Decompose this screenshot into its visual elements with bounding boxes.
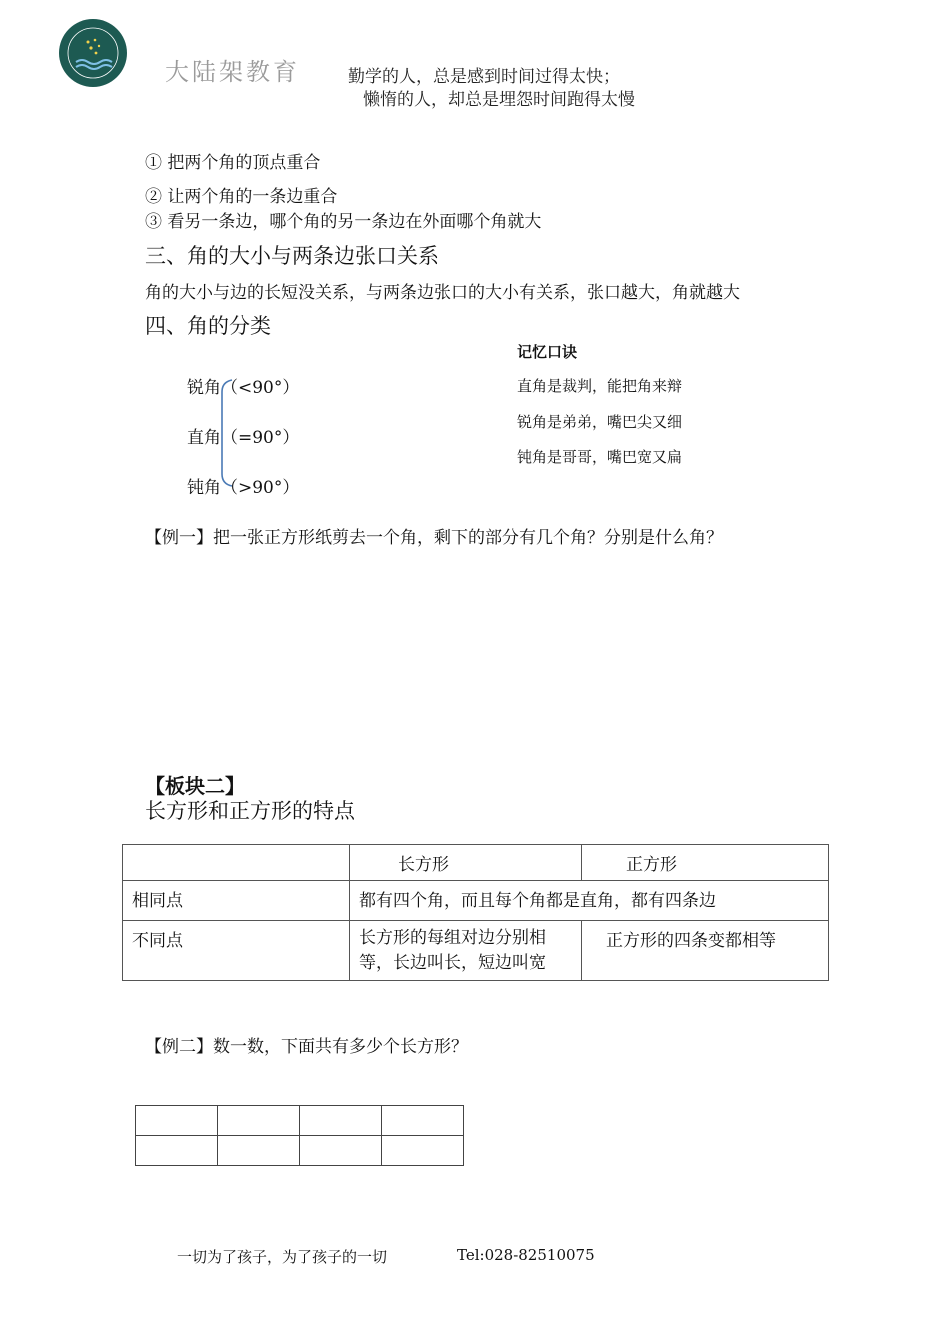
table-header-row [123, 845, 829, 881]
grid-cell [136, 1136, 218, 1166]
angle-acute: 锐角（<90°） [187, 378, 300, 398]
angle-obtuse: 钝角（>90°） [187, 478, 300, 498]
table-header-square: 正方形 [582, 845, 829, 881]
footer-tel: Tel:028-82510075 [457, 1246, 595, 1264]
grid-cell [300, 1106, 382, 1136]
rectangle-grid [135, 1105, 464, 1166]
same-label: 相同点 [123, 881, 350, 921]
grid-row [136, 1136, 464, 1166]
diff-label: 不同点 [123, 921, 350, 981]
grid-cell [218, 1106, 300, 1136]
table-row-same [123, 881, 829, 921]
memo-line-1: 直角是裁判，能把角来辩 [517, 377, 683, 395]
section-4-title: 四、角的分类 [145, 314, 271, 338]
motto-line-2: 懒惰的人，却总是埋怨时间跑得太慢 [363, 90, 635, 110]
memo-line-3: 钝角是哥哥，嘴巴宽又扁 [517, 448, 683, 466]
memo-line-2: 锐角是弟弟，嘴巴尖又细 [517, 413, 683, 431]
section-3-title: 三、角的大小与两条边张口关系 [145, 244, 439, 268]
example-1: 【例一】把一张正方形纸剪去一个角，剩下的部分有几个角？分别是什么角？ [145, 528, 723, 548]
step-2: ② 让两个角的一条边重合 [145, 187, 338, 207]
grid-cell [218, 1136, 300, 1166]
grid-cell [300, 1136, 382, 1166]
footer-slogan: 一切为了孩子，为了孩子的一切 [177, 1248, 388, 1266]
block-2-subtitle: 长方形和正方形的特点 [145, 799, 355, 823]
motto-line-1: 勤学的人，总是感到时间过得太快； [348, 67, 620, 87]
same-text: 都有四个角，而且每个角都是直角，都有四条边 [350, 881, 829, 921]
step-3: ③ 看另一条边，哪个角的另一条边在外面哪个角就大 [145, 212, 542, 232]
table-header-rect: 长方形 [350, 845, 582, 881]
section-3-text: 角的大小与边的长短没关系，与两条边张口的大小有关系，张口越大，角就越大 [145, 283, 740, 303]
table-header-empty [123, 845, 350, 881]
table-row-diff [123, 921, 829, 981]
grid-cell [382, 1136, 464, 1166]
step-1: ① 把两个角的顶点重合 [145, 153, 321, 173]
grid-cell [382, 1106, 464, 1136]
diff-rect: 长方形的每组对边分别相等，长边叫长，短边叫宽 [350, 921, 582, 981]
block-2-title: 【板块二】 [145, 774, 245, 798]
brand-logo [58, 18, 128, 88]
angle-right: 直角（=90°） [187, 428, 300, 448]
grid-cell [136, 1106, 218, 1136]
brand-name: 大陆架教育 [165, 58, 300, 86]
diff-square: 正方形的四条变都相等 [582, 921, 829, 981]
grid-row [136, 1106, 464, 1136]
example-2: 【例二】数一数，下面共有多少个长方形？ [145, 1037, 468, 1057]
comparison-table [122, 844, 829, 981]
memo-title: 记忆口诀 [517, 343, 578, 361]
